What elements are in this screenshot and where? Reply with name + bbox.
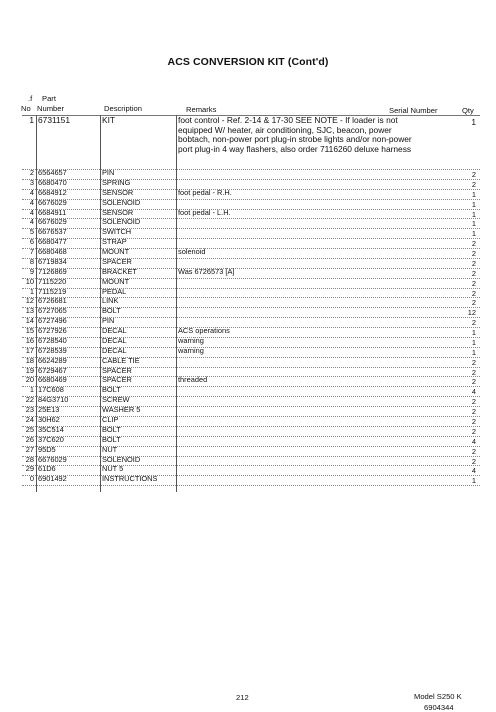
- ref-number: 3: [29, 177, 34, 187]
- ref-number: 2: [29, 168, 34, 177]
- description: NUT: [102, 444, 118, 454]
- part-number: 6727496: [38, 316, 67, 326]
- part-number: 6680468: [38, 247, 67, 257]
- ref-number: 14: [25, 316, 34, 326]
- part-number: 61D6: [38, 464, 56, 474]
- ref-number: 17: [25, 345, 34, 355]
- ref-number: 26: [25, 434, 34, 444]
- part-number: 6676029: [38, 217, 67, 227]
- quantity: 1: [471, 328, 476, 338]
- quantity: 2: [471, 239, 476, 249]
- part-number: 37C620: [38, 434, 64, 444]
- part-number: 6726681: [38, 296, 67, 306]
- description: WASHER 5: [102, 405, 141, 415]
- ref-number: 12: [25, 296, 34, 306]
- remarks: foot pedal - R.H.: [178, 187, 232, 197]
- part-number: 6684911: [38, 207, 67, 217]
- quantity: 2: [471, 367, 476, 377]
- description: NUT 5: [102, 464, 124, 474]
- quantity: 1: [471, 229, 476, 239]
- ref-number: 18: [25, 355, 34, 365]
- description: SPACER: [102, 375, 132, 385]
- ref-number: 13: [25, 306, 34, 316]
- quantity: 1: [471, 117, 476, 127]
- description: BOLT: [102, 385, 121, 395]
- description: DECAL: [102, 345, 127, 355]
- remarks: foot control - Ref. 2-14 & 17-30 SEE NOTE - If loader is not equipped W/ heater, air conditioning, SJC, beacon, power bobtach, non-power port plug-in strobe lights and/or non-power port plug-in 4 way flashers, also order 7116260 deluxe harness: [178, 115, 412, 154]
- ref-number: 4: [29, 217, 34, 227]
- description: BOLT: [102, 306, 121, 316]
- quantity: 2: [471, 278, 476, 288]
- part-number: 6676029: [38, 197, 67, 207]
- document-number: 6904344: [424, 703, 454, 712]
- description: SPACER: [102, 365, 132, 375]
- description: SCREW: [102, 395, 130, 405]
- header-ref-no: No: [21, 104, 31, 113]
- ref-number: 22: [25, 395, 34, 405]
- ref-number: 27: [25, 444, 34, 454]
- remarks: warning: [178, 335, 204, 345]
- quantity: 2: [471, 268, 476, 278]
- quantity: 2: [471, 249, 476, 259]
- description: BOLT: [102, 434, 121, 444]
- description: BRACKET: [102, 266, 137, 276]
- quantity: 2: [471, 377, 476, 387]
- ref-number: 19: [25, 365, 34, 375]
- ref-number: 25: [25, 424, 34, 434]
- part-number: 6731151: [38, 115, 70, 125]
- description: SWITCH: [102, 227, 132, 237]
- quantity: 2: [471, 298, 476, 308]
- quantity: 4: [471, 466, 476, 476]
- quantity: 1: [471, 337, 476, 347]
- description: LINK: [102, 296, 119, 306]
- description: SENSOR: [102, 187, 134, 197]
- table-row: [22, 116, 480, 170]
- quantity: 2: [471, 456, 476, 466]
- description: SENSOR: [102, 207, 134, 217]
- ref-number: 28: [25, 454, 34, 464]
- part-number: 6719834: [38, 256, 67, 266]
- remarks: ACS operations: [178, 326, 230, 336]
- description: MOUNT: [102, 247, 130, 257]
- part-number: 6684912: [38, 187, 67, 197]
- ref-number: 1: [29, 385, 34, 395]
- header-ref-no-line1: .f: [28, 94, 33, 103]
- ref-number: 0: [29, 474, 34, 484]
- description: DECAL: [102, 335, 127, 345]
- header-part-line1: Part: [42, 94, 56, 103]
- ref-number: 16: [25, 335, 34, 345]
- ref-number: 6: [29, 237, 34, 247]
- quantity: 1: [471, 476, 476, 486]
- description: DECAL: [102, 326, 127, 336]
- ref-number: 24: [25, 415, 34, 424]
- part-number: 6729467: [38, 365, 67, 375]
- part-number: 6680477: [38, 237, 67, 247]
- table-row: [22, 475, 480, 486]
- part-number: 6680470: [38, 177, 67, 187]
- part-number: 7115219: [38, 286, 67, 296]
- part-number: 6727926: [38, 326, 67, 336]
- ref-number: 1: [29, 286, 34, 296]
- description: PIN: [102, 168, 115, 177]
- quantity: 2: [471, 288, 476, 298]
- quantity: 2: [471, 318, 476, 328]
- description: SOLENOID: [102, 454, 141, 464]
- ref-number: 8: [29, 256, 34, 266]
- part-number: 6564657: [38, 168, 67, 177]
- quantity: 2: [471, 417, 476, 426]
- part-number: 35C514: [38, 424, 64, 434]
- quantity: 2: [471, 170, 476, 179]
- page-number: 212: [236, 693, 249, 702]
- part-number: 6901492: [38, 474, 67, 484]
- part-number: 30H62: [38, 415, 60, 424]
- ref-number: 9: [29, 266, 34, 276]
- part-number: 84G3710: [38, 395, 69, 405]
- quantity: 2: [471, 407, 476, 417]
- quantity: 1: [471, 209, 476, 219]
- header-part-number: Number: [37, 104, 65, 113]
- remarks: Was 6726573 [A]: [178, 266, 235, 276]
- part-number: 25E13: [38, 405, 60, 415]
- header-description: Description: [104, 104, 142, 113]
- description: SOLENOID: [102, 197, 141, 207]
- description: CABLE TIE: [102, 355, 140, 365]
- description: STRAP: [102, 237, 127, 247]
- quantity: 4: [471, 436, 476, 446]
- ref-number: 7: [29, 247, 34, 257]
- header-qty: Qty: [462, 106, 474, 115]
- quantity: 2: [471, 357, 476, 367]
- part-number: 7115220: [38, 276, 67, 286]
- part-number: 6680469: [38, 375, 67, 385]
- quantity: 1: [471, 189, 476, 199]
- quantity: 1: [471, 219, 476, 229]
- description: INSTRUCTIONS: [102, 474, 158, 484]
- quantity: 2: [471, 179, 476, 189]
- description: PEDAL: [102, 286, 127, 296]
- description: PIN: [102, 316, 115, 326]
- ref-number: 20: [25, 375, 34, 385]
- description: SPACER: [102, 256, 132, 266]
- quantity: 12: [467, 308, 476, 318]
- description: SOLENOID: [102, 217, 141, 227]
- quantity: 2: [471, 258, 476, 268]
- quantity: 4: [471, 387, 476, 397]
- part-number: 6728540: [38, 335, 67, 345]
- description: BOLT: [102, 424, 121, 434]
- quantity: 2: [471, 397, 476, 407]
- ref-number: 10: [25, 276, 34, 286]
- part-number: 6676029: [38, 454, 67, 464]
- ref-number: 4: [29, 197, 34, 207]
- part-number: 7126869: [38, 266, 67, 276]
- ref-number: 4: [29, 207, 34, 217]
- description: CLIP: [102, 415, 119, 424]
- quantity: 1: [471, 347, 476, 357]
- quantity: 2: [471, 446, 476, 456]
- part-number: 6676537: [38, 227, 67, 237]
- header-remarks: Remarks: [186, 105, 217, 114]
- header-serial-number: Serial Number: [389, 106, 438, 115]
- quantity: 1: [471, 199, 476, 209]
- part-number: 6727065: [38, 306, 67, 316]
- ref-number: 4: [29, 187, 34, 197]
- part-number: 6624289: [38, 355, 67, 365]
- remarks: threaded: [178, 375, 208, 385]
- ref-number: 29: [25, 464, 34, 474]
- part-number: 17C608: [38, 385, 64, 395]
- remarks: solenoid: [178, 247, 206, 257]
- ref-number: 5: [29, 227, 34, 237]
- part-number: 6728539: [38, 345, 67, 355]
- part-number: 95D5: [38, 444, 56, 454]
- remarks: foot pedal - L.H.: [178, 207, 231, 217]
- ref-number: 23: [25, 405, 34, 415]
- remarks: warning: [178, 345, 204, 355]
- quantity: 2: [471, 426, 476, 436]
- ref-number: 15: [25, 326, 34, 336]
- description: KIT: [102, 115, 116, 125]
- model-label: Model S250 K: [414, 692, 462, 701]
- description: SPRING: [102, 177, 131, 187]
- description: MOUNT: [102, 276, 130, 286]
- page-title: ACS CONVERSION KIT (Cont'd): [167, 56, 329, 68]
- ref-number: 1: [29, 115, 34, 125]
